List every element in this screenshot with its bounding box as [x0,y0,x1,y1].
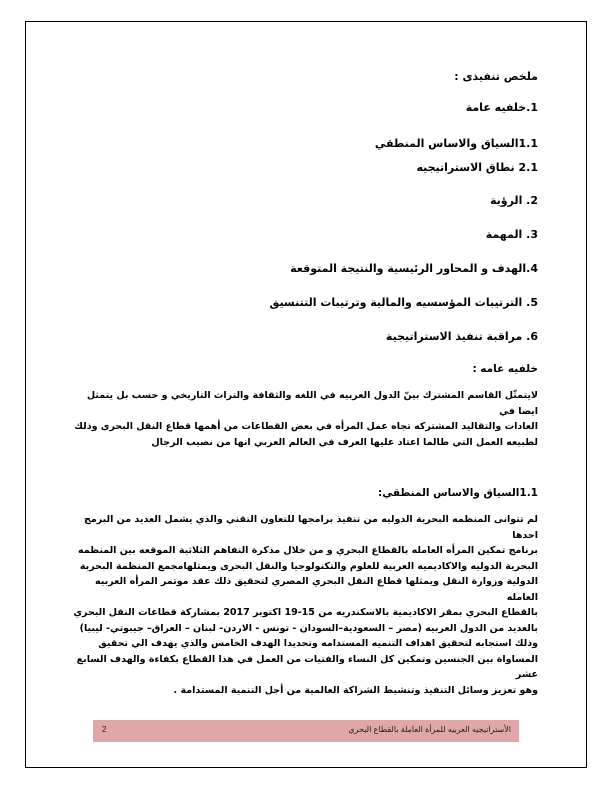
page-number: 2 [102,725,107,734]
page-footer [93,720,519,742]
paragraph-line: الدولية وزوارة النقل ويمثلها قطاع النقل البحري المصري لتحقيق ذلك عقد موتمر المرأه العربيه العامله [95,576,538,603]
background-heading: خلفيه عامه : [472,363,538,375]
toc-item-3: 3. المهمة [485,228,538,241]
paragraph-line: وهو تعزيز وسائل التنفيذ وتنشيط الشراكة العالمية من أجل التنمية المستدامة . [173,684,538,696]
toc-item-1: 1.خلفيه عامة [465,101,538,114]
toc-item-2: 2. الرؤية [489,194,538,207]
summary-heading: ملخص تنفيذى : [454,70,538,83]
background-paragraph [68,388,538,450]
paragraph-line: بالعديد من الدول العربيه (مصر – السعودية–السودان - تونس - الاردن- لبنان – العراق– جيبوتي- ليبيا) [79,622,538,634]
toc-item-5: 5. الترتيبات المؤسسيه والمالية وترتيبات التتنسيق [269,296,538,309]
paragraph-line: البحرية الدوليه والاكاديميه العربية للعلوم والتكنولوجيا والنقل البحرى ويمثلهامجمع المنظمة البحرية [79,560,538,572]
toc-item-1-1: 1.1السياق والاساس المنطقي [374,137,538,150]
toc-item-6: 6. مراقبة تنفيذ الاستراتيجية [385,330,538,343]
paragraph-line: وذلك استجابه لتحقيق اهداف التنميه المستدامه وتحديدا الهدف الخامس والذي يهدف الي تحقيق [98,638,538,649]
paragraph-line: لم تتوانى المنظمه البحرية الدوليه من تنفيذ برامجها للتعاون التقني والذي يشمل العديد من البرمج احدها [84,514,538,541]
footer-title: الأستراتيجيه العربيه للمرأة العاملة بالقطاع البحري [348,725,511,734]
paragraph-line: بالقطاع البحري بمقر الاكاديمية بالاسكندريه من 15-19 اكتوبر 2017 بمشاركة قطاعات النقل البحري [73,607,538,618]
toc-item-4: 4.الهدف و المحاور الرئيسية والنتيجة المتوقعة [290,262,538,275]
paragraph-line: المساواة بين الجنسين وتمكين كل النساء والفتيات من العمل في هذا القطاع بكفاءة والهدف السابع عشر [76,653,538,680]
toc-item-2-1: 2.1 نطاق الاستراتيجيه [416,161,538,174]
paragraph-line: العادات والتقاليد المشتركه تجاه عمل المرأه في بعض القطاعات من أهمها قطاع النقل البحرى وذلك [74,421,538,432]
paragraph-line: برنامج تمكين المرأه العامله بالقطاع البحري و من خلال مذكرة التفاهم الثلاثية الموقعه بين المنظمه [77,545,538,556]
section-heading: 1.1السياق والاساس المنطقي: [378,487,538,499]
section-paragraph [68,512,538,698]
paragraph-line: لايتمثّل القاسم المشترك بينّ الدول العربيه في اللغه والثقافة والتراث التاريخي و حسب بل يتمثل ايضا في [86,390,538,417]
paragraph-line: لطبيعه العمل التي طالما اعتاد عليها العرف في العالم العربي انها من نصيب الرجال [151,436,538,448]
